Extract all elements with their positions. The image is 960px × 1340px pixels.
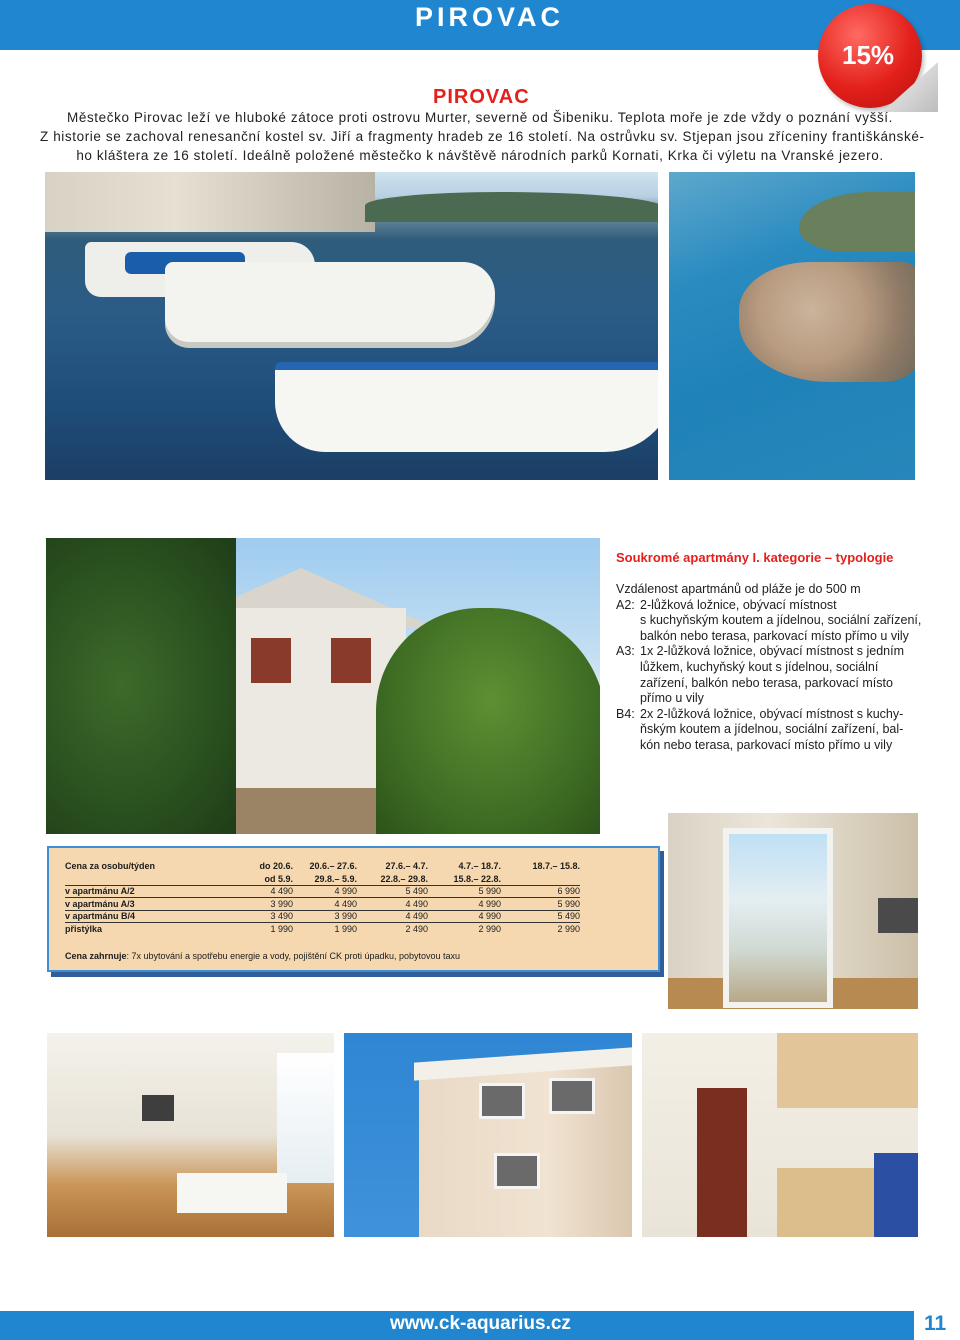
price-cell: 2 490 — [357, 923, 428, 936]
apt-type-label: A2: — [616, 597, 635, 612]
table-row — [65, 885, 580, 898]
living-room-photo — [668, 813, 918, 1009]
row-label: přistýlka — [65, 923, 241, 936]
table-header-label: Cena za osobu/týden — [65, 861, 156, 872]
intro-text — [40, 108, 925, 165]
apt-type-label: B4: — [616, 706, 635, 721]
price-cell: 5 990 — [501, 898, 580, 911]
row-label: v apartmánu A/3 — [65, 898, 241, 911]
intro-line: ho kláštera ze 16 století. Ideálně položené městečko k návštěvě národních parků Kornati, Krka či výletu na Vranské jezero. — [76, 148, 884, 163]
price-cell: 4 490 — [293, 898, 357, 911]
table-row — [65, 898, 580, 911]
apt-type-line: přímo u vily — [640, 691, 704, 706]
row-label: v apartmánu B/4 — [65, 910, 241, 923]
apt-type-a2 — [616, 598, 926, 614]
table-header-row — [65, 873, 580, 886]
apt-type-line: balkón nebo terasa, parkovací místo přímo u vily — [640, 628, 909, 643]
price-table-box — [47, 846, 660, 972]
apt-type-label: A3: — [616, 644, 635, 659]
price-cell: 4 990 — [428, 910, 501, 923]
price-cell: 1 990 — [293, 923, 357, 936]
table-header-cell: 20.6.– 27.6. — [309, 861, 357, 872]
table-header-cell: 4.7.– 18.7. — [458, 861, 501, 872]
discount-text: 15% — [842, 40, 895, 70]
note-text: : 7x ubytování a spotřebu energie a vody, pojištění CK proti úpadku, pobytovou taxu — [126, 951, 461, 961]
table-header-row — [65, 860, 580, 873]
page-number: 11 — [924, 1312, 947, 1335]
price-cell: 4 990 — [293, 885, 357, 898]
price-cell: 5 490 — [501, 910, 580, 923]
header-title: PIROVAC — [415, 2, 565, 32]
price-cell: 5 490 — [357, 885, 428, 898]
price-cell: 1 990 — [241, 923, 293, 936]
apartment-interior-photo — [47, 1033, 334, 1237]
table-header-cell: 18.7.– 15.8. — [532, 861, 580, 872]
price-cell: 3 490 — [241, 910, 293, 923]
distance-text: Vzdálenost apartmánů od pláže je do 500 m — [616, 582, 861, 596]
price-cell: 4 490 — [241, 885, 293, 898]
price-cell: 4 490 — [357, 898, 428, 911]
note-label: Cena zahrnuje — [65, 951, 127, 961]
apartments-description — [616, 582, 926, 754]
intro-line: Městečko Pirovac leží ve hluboké zátoce proti ostrovu Murter, severně od Šibeniku. Teplota moře je zde vždy o poznání vyšší. — [66, 110, 894, 125]
apt-type-a3 — [616, 644, 926, 660]
table-header-cell — [501, 873, 580, 886]
price-cell: 6 990 — [501, 885, 580, 898]
table-row — [65, 910, 580, 923]
apt-type-line: 1x 2-lůžková ložnice, obývací místnost s jedním — [640, 644, 905, 659]
apt-type-b4 — [616, 707, 926, 723]
price-cell: 5 990 — [428, 885, 501, 898]
harbor-photo — [45, 172, 658, 480]
table-header-cell: do 20.6. — [259, 861, 293, 872]
villa-photo — [46, 538, 600, 834]
building-exterior-photo — [344, 1033, 632, 1237]
apt-type-line: lůžkem, kuchyňský kout s jídelnou, sociální — [640, 659, 879, 674]
price-cell: 2 990 — [501, 923, 580, 936]
table-header-cell: 15.8.– 22.8. — [453, 873, 501, 884]
page-number-box — [914, 1308, 960, 1340]
apt-type-line: s kuchyňským koutem a jídelnou, sociální zařízení, — [640, 613, 922, 628]
row-label: v apartmánu A/2 — [65, 885, 241, 898]
price-table — [65, 860, 580, 935]
apt-type-line: 2x 2-lůžková ložnice, obývací místnost s kuchy- — [640, 706, 904, 721]
website-link[interactable]: www.ck-aquarius.cz — [390, 1313, 571, 1334]
price-cell: 4 490 — [357, 910, 428, 923]
price-cell: 3 990 — [241, 898, 293, 911]
section-title: PIROVAC — [433, 86, 530, 108]
table-row — [65, 923, 580, 936]
apt-type-line: 2-lůžková ložnice, obývací místnost — [640, 597, 837, 612]
apt-type-line: zařízení, balkón nebo terasa, parkovací místo — [640, 675, 893, 690]
apt-type-line: ňským koutem a jídelnou, sociální zařízení, bal- — [640, 722, 904, 737]
price-includes-note — [65, 951, 460, 961]
apartments-title: Soukromé apartmány I. kategorie – typologie — [616, 550, 894, 565]
intro-line: Z historie se zachoval renesanční kostel sv. Jiří a fragmenty hradeb ze 16 století. Na ostrůvku sv. Stjepan jsou zříceniny františkánské- — [40, 129, 925, 144]
apt-type-line: kón nebo terasa, parkovací místo přímo u vily — [640, 737, 893, 752]
price-cell: 3 990 — [293, 910, 357, 923]
price-cell: 4 990 — [428, 898, 501, 911]
table-header-cell: 29.8.– 5.9. — [314, 873, 357, 884]
aerial-town-photo — [669, 172, 915, 480]
kitchen-photo — [642, 1033, 918, 1237]
table-header-cell: 27.6.– 4.7. — [385, 861, 428, 872]
table-header-cell: 22.8.– 29.8. — [380, 873, 428, 884]
price-cell: 2 990 — [428, 923, 501, 936]
table-header-cell: od 5.9. — [264, 873, 293, 884]
